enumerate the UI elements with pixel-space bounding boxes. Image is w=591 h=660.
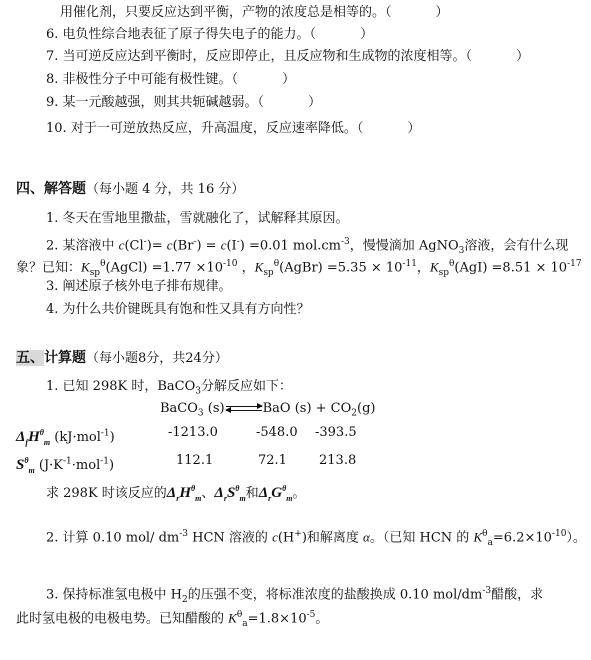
section4-q2-line1: 2. 某溶液中 c(Cl-)= c(Br-) = c(I-) =0.01 $mol.cm^{-3}$，慢慢滴加 AgNO$_3$溶液，会有什么现 — [46, 237, 569, 256]
section4-q3: 3. 阐述原子核外电子排布规律。 — [46, 279, 232, 294]
section4-q4: 4. 为什么共价键既具有饱和性又具有方向性？ — [46, 302, 310, 317]
delta-r-g-m-symbol: $\Delta_rG^\theta_m$ — [258, 484, 293, 503]
enthalpy-row-label: $\Delta_fH^\theta_m$ (kJ·mol$^{-1}$) — [16, 428, 115, 447]
judge-item-6: 6. 电负性综合地表征了原子得失电子的能力。（ ） — [46, 27, 374, 42]
entropy-row-label: $S^\theta_m$ $(J\cdot K^{-1}\cdot mol^{-1})$ — [16, 456, 115, 475]
delta-f-h-m-symbol: $\Delta_fH^\theta_m$ — [16, 428, 51, 447]
section5-q1-ask: 求 298K 时该反应的$\Delta_rH^\theta_m$、$\Delta_rS^\theta_m$和$\Delta_rG^\theta_m$。 — [46, 484, 306, 503]
enthalpy-value-co2: -393.5 — [315, 425, 357, 440]
section5-q3-line2: 此时氢电极的电极电势。已知醋酸的 $K^\theta_a=1.8\times 10^{-5}$。 — [16, 610, 329, 629]
delta-r-s-m-symbol: $\Delta_rS^\theta_m$ — [214, 484, 246, 503]
delta-r-h-m-symbol: $\Delta_rH^\theta_m$ — [166, 484, 202, 503]
section4-q2-line2: 象？已知：$K_{sp}^\theta(AgCl) =1.77 \times 10^{-10}$ ，$K_{sp}^\theta(AgBr) =5.35 \times 10^{-11}$，$K_{sp}^\theta(AgI) =8.51 \times 10^{-17}$ — [16, 259, 582, 278]
judge-item-10: 10. 对于一可逆放热反应，升高温度，反应速率降低。（ ） — [46, 121, 421, 136]
section4-q1: 1. 冬天在雪地里撒盐，雪就融化了，试解释其原因。 — [46, 211, 349, 226]
equilibrium-arrow-icon — [226, 404, 262, 414]
section5-q2: 2. 计算 0.10 mol/ $dm^{-3}$ HCN 溶液的 c(H+)和解离度 α。（已知 HCN 的 $K^\theta_a=6.2\times 10^{-10}$）。 — [46, 529, 586, 548]
section5-q1-intro: 1. 已知 298K 时，BaCO$_3$分解反应如下： — [46, 379, 292, 397]
enthalpy-value-bao: -548.0 — [256, 425, 298, 440]
judge-item-5-continued: 用催化剂，只要反应达到平衡，产物的浓度总是相等的。（ ） — [60, 5, 449, 20]
entropy-value-bao: 72.1 — [258, 453, 287, 468]
section5-q3-line1: 3. 保持标准氢电极中 $H_2$的压强不变，将标准浓度的盐酸换成 0.10 mol/$dm^{-3}$醋酸，求 — [46, 586, 544, 605]
enthalpy-value-baco3: -1213.0 — [168, 425, 218, 440]
entropy-value-baco3: 112.1 — [176, 453, 214, 468]
reaction-equation: BaCO$_3$ (s) BaO $(s) + CO_2(g)$ — [160, 401, 376, 419]
section4-heading: 四、解答题（每小题 4 分，共 16 分） — [16, 181, 245, 197]
s-m-symbol: $S^\theta_m$ — [16, 456, 35, 475]
entropy-value-co2: 213.8 — [319, 453, 357, 468]
judge-item-8: 8. 非极性分子中可能有极性键。（ ） — [46, 72, 296, 87]
judge-item-9: 9. 某一元酸越强，则其共轭碱越弱。（ ） — [46, 95, 322, 110]
section5-heading: 五、计算题（每小题8分，共24分） — [16, 350, 228, 366]
judge-item-7: 7. 当可逆反应达到平衡时，反应即停止，且反应物和生成物的浓度相等。（ ） — [46, 49, 530, 64]
